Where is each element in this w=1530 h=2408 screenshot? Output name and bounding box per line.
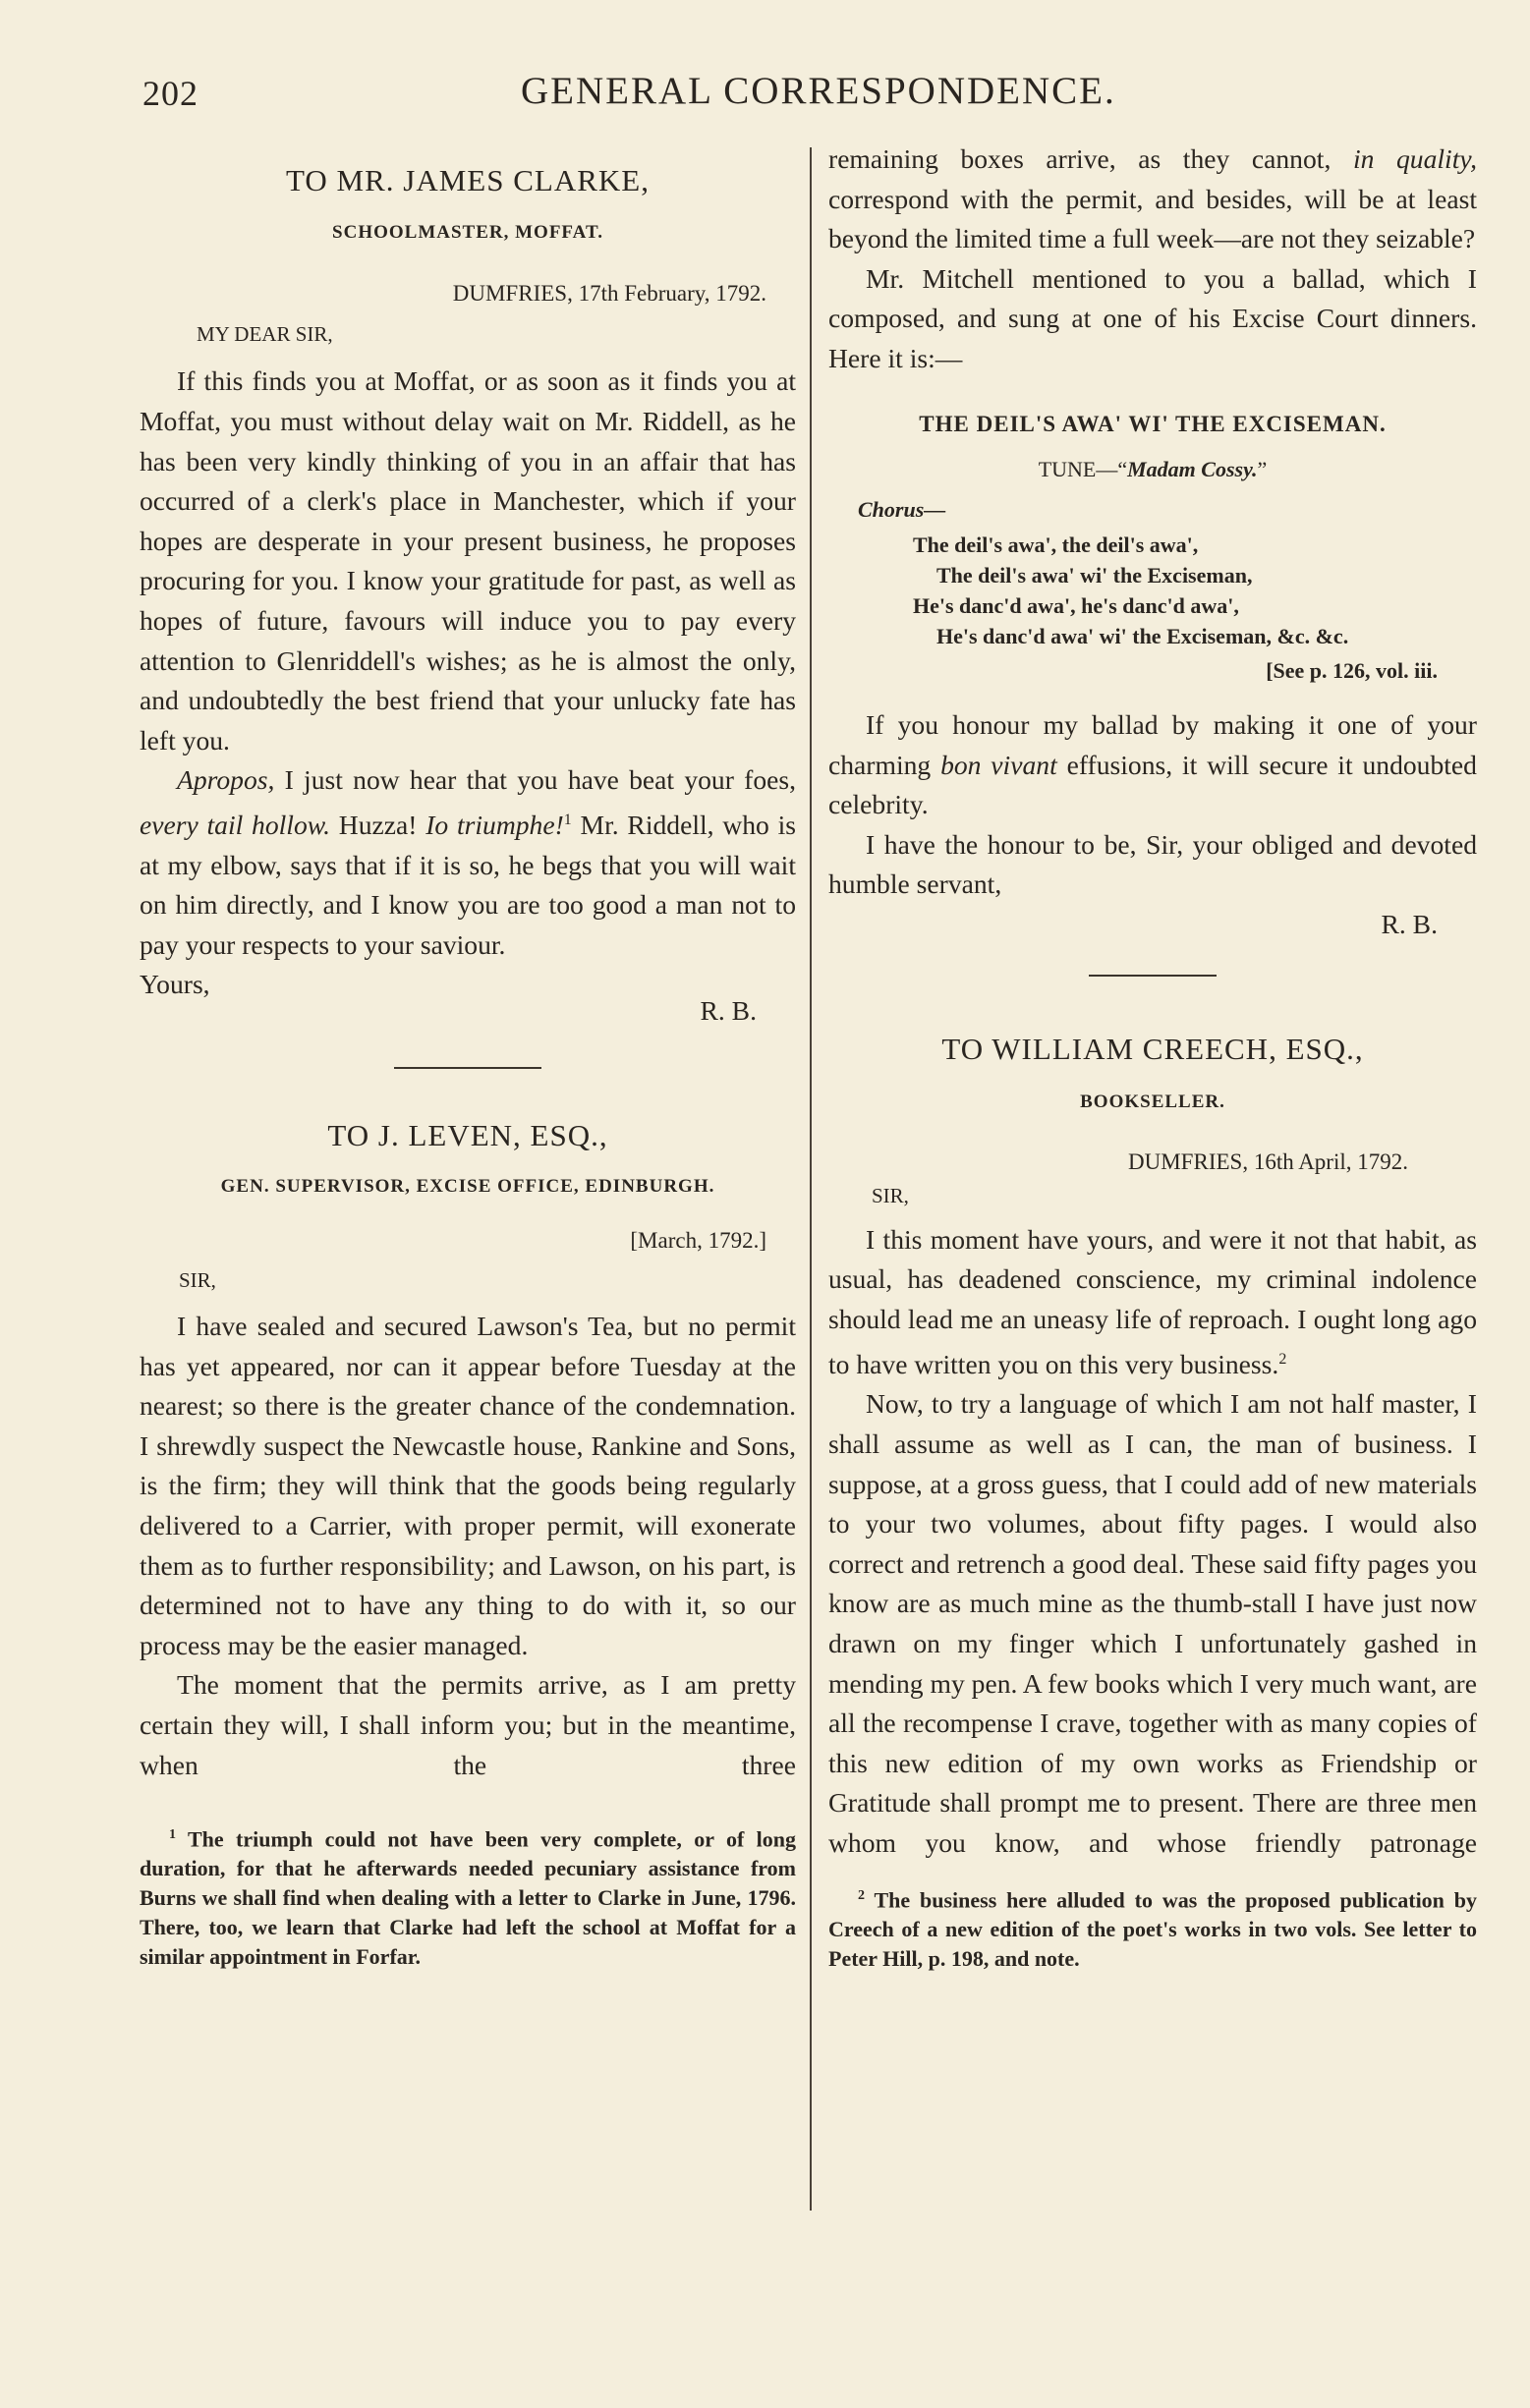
letter2-continuation [828, 140, 1477, 259]
letter2-paragraph-4 [828, 705, 1477, 825]
letter3-paragraph-1 [828, 1220, 1477, 1385]
footnote-1-text: The triumph could not have been very complete, or of long duration, for that he afterwards needed pecuniary assistance from Burns we shall find when dealing with a letter to Clarke in June, 1796. There, too, we learn that Clarke had left the school at Moffat for a similar appointment in Forfar. [140, 1826, 797, 1970]
letter1-salutation: MY DEAR SIR, [197, 321, 333, 346]
letter2-paragraph-1: I have sealed and secured Lawson's Tea, but no permit has yet appeared, nor can it appear before Tuesday at the nearest; so there is the greater chance of the condemnation. I shrewdly suspect the Newcastle house, Rankine and Sons, is the firm; they will think that the goods being regularly delivered to a Carrier, with proper permit, will exonerate them as to further responsibility; and Lawson, on his part, is determined not to have any thing to do with it, so our process may be the easier managed. [140, 1311, 796, 1660]
apropos-text: Apropos, [177, 764, 275, 796]
letter3-subheading: BOOKSELLER. [1080, 1092, 1225, 1113]
letter2-dateline: [March, 1792.] [630, 1227, 766, 1253]
letter2-paragraph-2: The moment that the permits arrive, as I am pretty certain they will, I shall inform you; but in the meantime, when the three [140, 1669, 796, 1780]
letter2-salutation: SIR, [179, 1268, 216, 1293]
letter2-heading: TO J. LEVEN, ESQ., [327, 1117, 608, 1152]
letter2-paragraph-5: I have the honour to be, Sir, your obliged and devoted humble servant, [828, 828, 1477, 900]
poem-chorus-label: Chorus— [858, 496, 946, 522]
poem-line: He's danc'd awa' wi' the Exciseman, &c. &c. [936, 624, 1349, 649]
letter3-heading: TO WILLIAM CREECH, ESQ., [941, 1031, 1364, 1066]
letter1-signature: R. B. [700, 995, 757, 1027]
letter3-p1-text: I this moment have yours, and were it not that habit, as usual, has deadened conscience, my criminal indolence should lead me an uneasy life of reproach. I ought long ago to have written you on this very business. [828, 1223, 1477, 1379]
letter3-salutation: SIR, [872, 1184, 909, 1208]
letter1-p2-b: Huzza! [330, 810, 426, 841]
letter1-heading: TO MR. JAMES CLARKE, [286, 163, 650, 197]
footnote-1 [140, 1820, 796, 1972]
letter1-paragraph-2 [140, 760, 796, 965]
letter1-dateline: DUMFRIES, 17th February, 1792. [452, 281, 766, 307]
footnote-1-mark: 1 [169, 1827, 176, 1843]
running-title: GENERAL CORRESPONDENCE. [521, 70, 1116, 112]
continuation-b: correspond with the permit, and besides, will be at least beyond the limited time a full week—are not they seizable? [828, 183, 1477, 254]
poem-tune [828, 450, 1477, 490]
right-column [828, 140, 1477, 1974]
poem-verse [828, 530, 1477, 651]
letter1-p2-c: Mr. Riddell, who is at my elbow, says that if it is so, he begs that you will wait on him directly, and I know you are too good a man not to pay your respects to your saviour. [140, 810, 797, 960]
italic-phrase-1: every tail hollow. [140, 810, 331, 841]
running-header [0, 69, 1530, 128]
page-number: 202 [142, 74, 198, 113]
continuation-italic: in quality, [1352, 143, 1477, 174]
tune-name: Madam Cossy. [1127, 457, 1258, 482]
letter1-paragraph-1: If this finds you at Moffat, or as soon as it finds you at Moffat, you must without delay wait on Mr. Riddell, as he has been very kindly thinking of you in an affair that has occurred of a clerk's place in Manchester, which if your hopes are desperate in your present business, he proposes procuring for you. I know your gratitude for past, as well as hopes of future, favours will induce you to pay every attention to Glenriddell's wishes; as he is almost the only, and undoubtedly the best friend that your unlucky fate has left you. [140, 365, 796, 756]
p4-b: effusions, it will secure it undoubted celebrity. [828, 749, 1477, 820]
letter3-dateline: DUMFRIES, 16th April, 1792. [1128, 1148, 1408, 1174]
p4-italic: bon vivant [940, 749, 1057, 780]
letter1-p2-a: I just now hear that you have beat your foes, [274, 764, 796, 796]
column-divider [810, 147, 812, 2211]
poem-title: THE DEIL'S AWA' WI' THE EXCISEMAN. [919, 411, 1387, 436]
letter2-subheading: GEN. SUPERVISOR, EXCISE OFFICE, EDINBURGH. [220, 1176, 715, 1198]
italic-phrase-2: Io triumphe! [425, 810, 564, 841]
poem-line: He's danc'd awa', he's danc'd awa', [913, 593, 1239, 619]
poem-line: The deil's awa' wi' the Exciseman, [936, 563, 1253, 588]
letter2-signature: R. B. [1381, 908, 1438, 939]
tune-close: ” [1257, 457, 1268, 482]
footnote-2-text: The business here alluded to was the proposed publication by Creech of a new edition of the poet's works in two vols. See letter to Peter Hill, p. 198, and note. [828, 1886, 1478, 1971]
continuation-a: remaining boxes arrive, as they cannot, [828, 143, 1353, 174]
p4-a: If you honour my ballad by making it one of your charming [828, 708, 1477, 780]
tune-label: TUNE—“ [1038, 457, 1128, 482]
letter1-closing: Yours, [140, 969, 210, 1000]
letter2-paragraph-3: Mr. Mitchell mentioned to you a ballad, which I composed, and sung at one of his Excise Court dinners. Here it is:— [828, 262, 1477, 373]
footnote-ref-2[interactable]: 2 [1278, 1350, 1287, 1368]
footnote-2 [828, 1881, 1477, 1974]
letter1-subheading: SCHOOLMASTER, MOFFAT. [332, 221, 603, 243]
poem-reference: [See p. 126, vol. iii. [1266, 658, 1438, 684]
footnote-2-mark: 2 [858, 1887, 865, 1903]
poem-line: The deil's awa', the deil's awa', [913, 532, 1199, 558]
letter3-paragraph-2: Now, to try a language of which I am not half master, I shall assume as well as I can, the man of business. I suppose, at a gross guess, that I could add of new materials to your two volumes, about fifty pages. I would also correct and retrench a good deal. These said fifty pages you know are as much mine as the thumb-stall I have just now drawn on my finger which I unfortunately gashed in mending my pen. A few books which I very much want, are all the recompense I crave, together with as many copies of this new edition of my own works as Friendship or Gratitude shall prompt me to present. There are three men whom you know, and whose friendly patronage [828, 1388, 1477, 1858]
left-column [140, 145, 796, 1972]
footnote-ref-1[interactable]: 1 [563, 811, 572, 828]
